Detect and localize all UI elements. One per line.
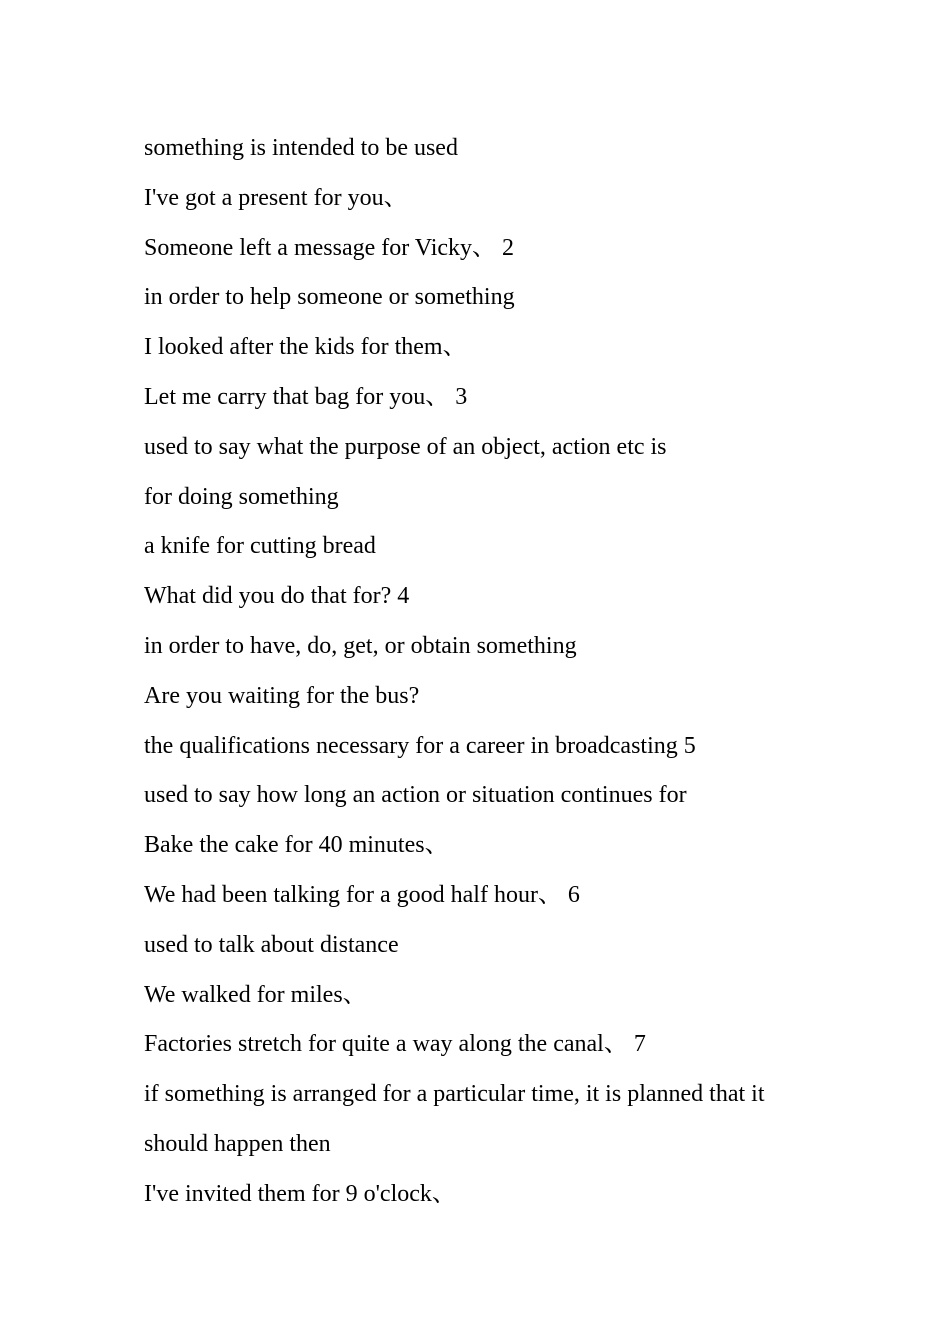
text-line: Let me carry that bag for you、 3 — [144, 383, 468, 410]
text-line: in order to have, do, get, or obtain something — [144, 632, 577, 659]
text-line: a knife for cutting bread — [144, 533, 376, 560]
text-line: What did you do that for? 4 — [144, 583, 410, 610]
text-line: We walked for miles、 — [144, 981, 367, 1008]
text-line: in order to help someone or something — [144, 284, 515, 311]
text-line: used to say how long an action or situation continues for — [144, 782, 687, 809]
text-line: Bake the cake for 40 minutes、 — [144, 832, 449, 859]
text-line: used to say what the purpose of an object, action etc is — [144, 433, 667, 460]
text-line: for doing something — [144, 483, 339, 510]
text-line: Someone left a message for Vicky、 2 — [144, 234, 515, 261]
text-line: I looked after the kids for them、 — [144, 334, 467, 361]
text-line: Factories stretch for quite a way along the canal、 7 — [144, 1031, 646, 1058]
text-line: I've got a present for you、 — [144, 184, 408, 211]
text-line: something is intended to be used — [144, 135, 458, 161]
text-line: I've invited them for 9 o'clock、 — [144, 1180, 456, 1207]
text-line: used to talk about distance — [144, 931, 399, 958]
text-line: Are you waiting for the bus? — [144, 682, 420, 709]
text-line: if something is arranged for a particular time, it is planned that it — [144, 1081, 765, 1108]
text-line: We had been talking for a good half hour、 6 — [144, 881, 580, 908]
text-line: the qualifications necessary for a career in broadcasting 5 — [144, 732, 696, 759]
text-line: should happen then — [144, 1130, 331, 1157]
text-column — [144, 124, 844, 1220]
